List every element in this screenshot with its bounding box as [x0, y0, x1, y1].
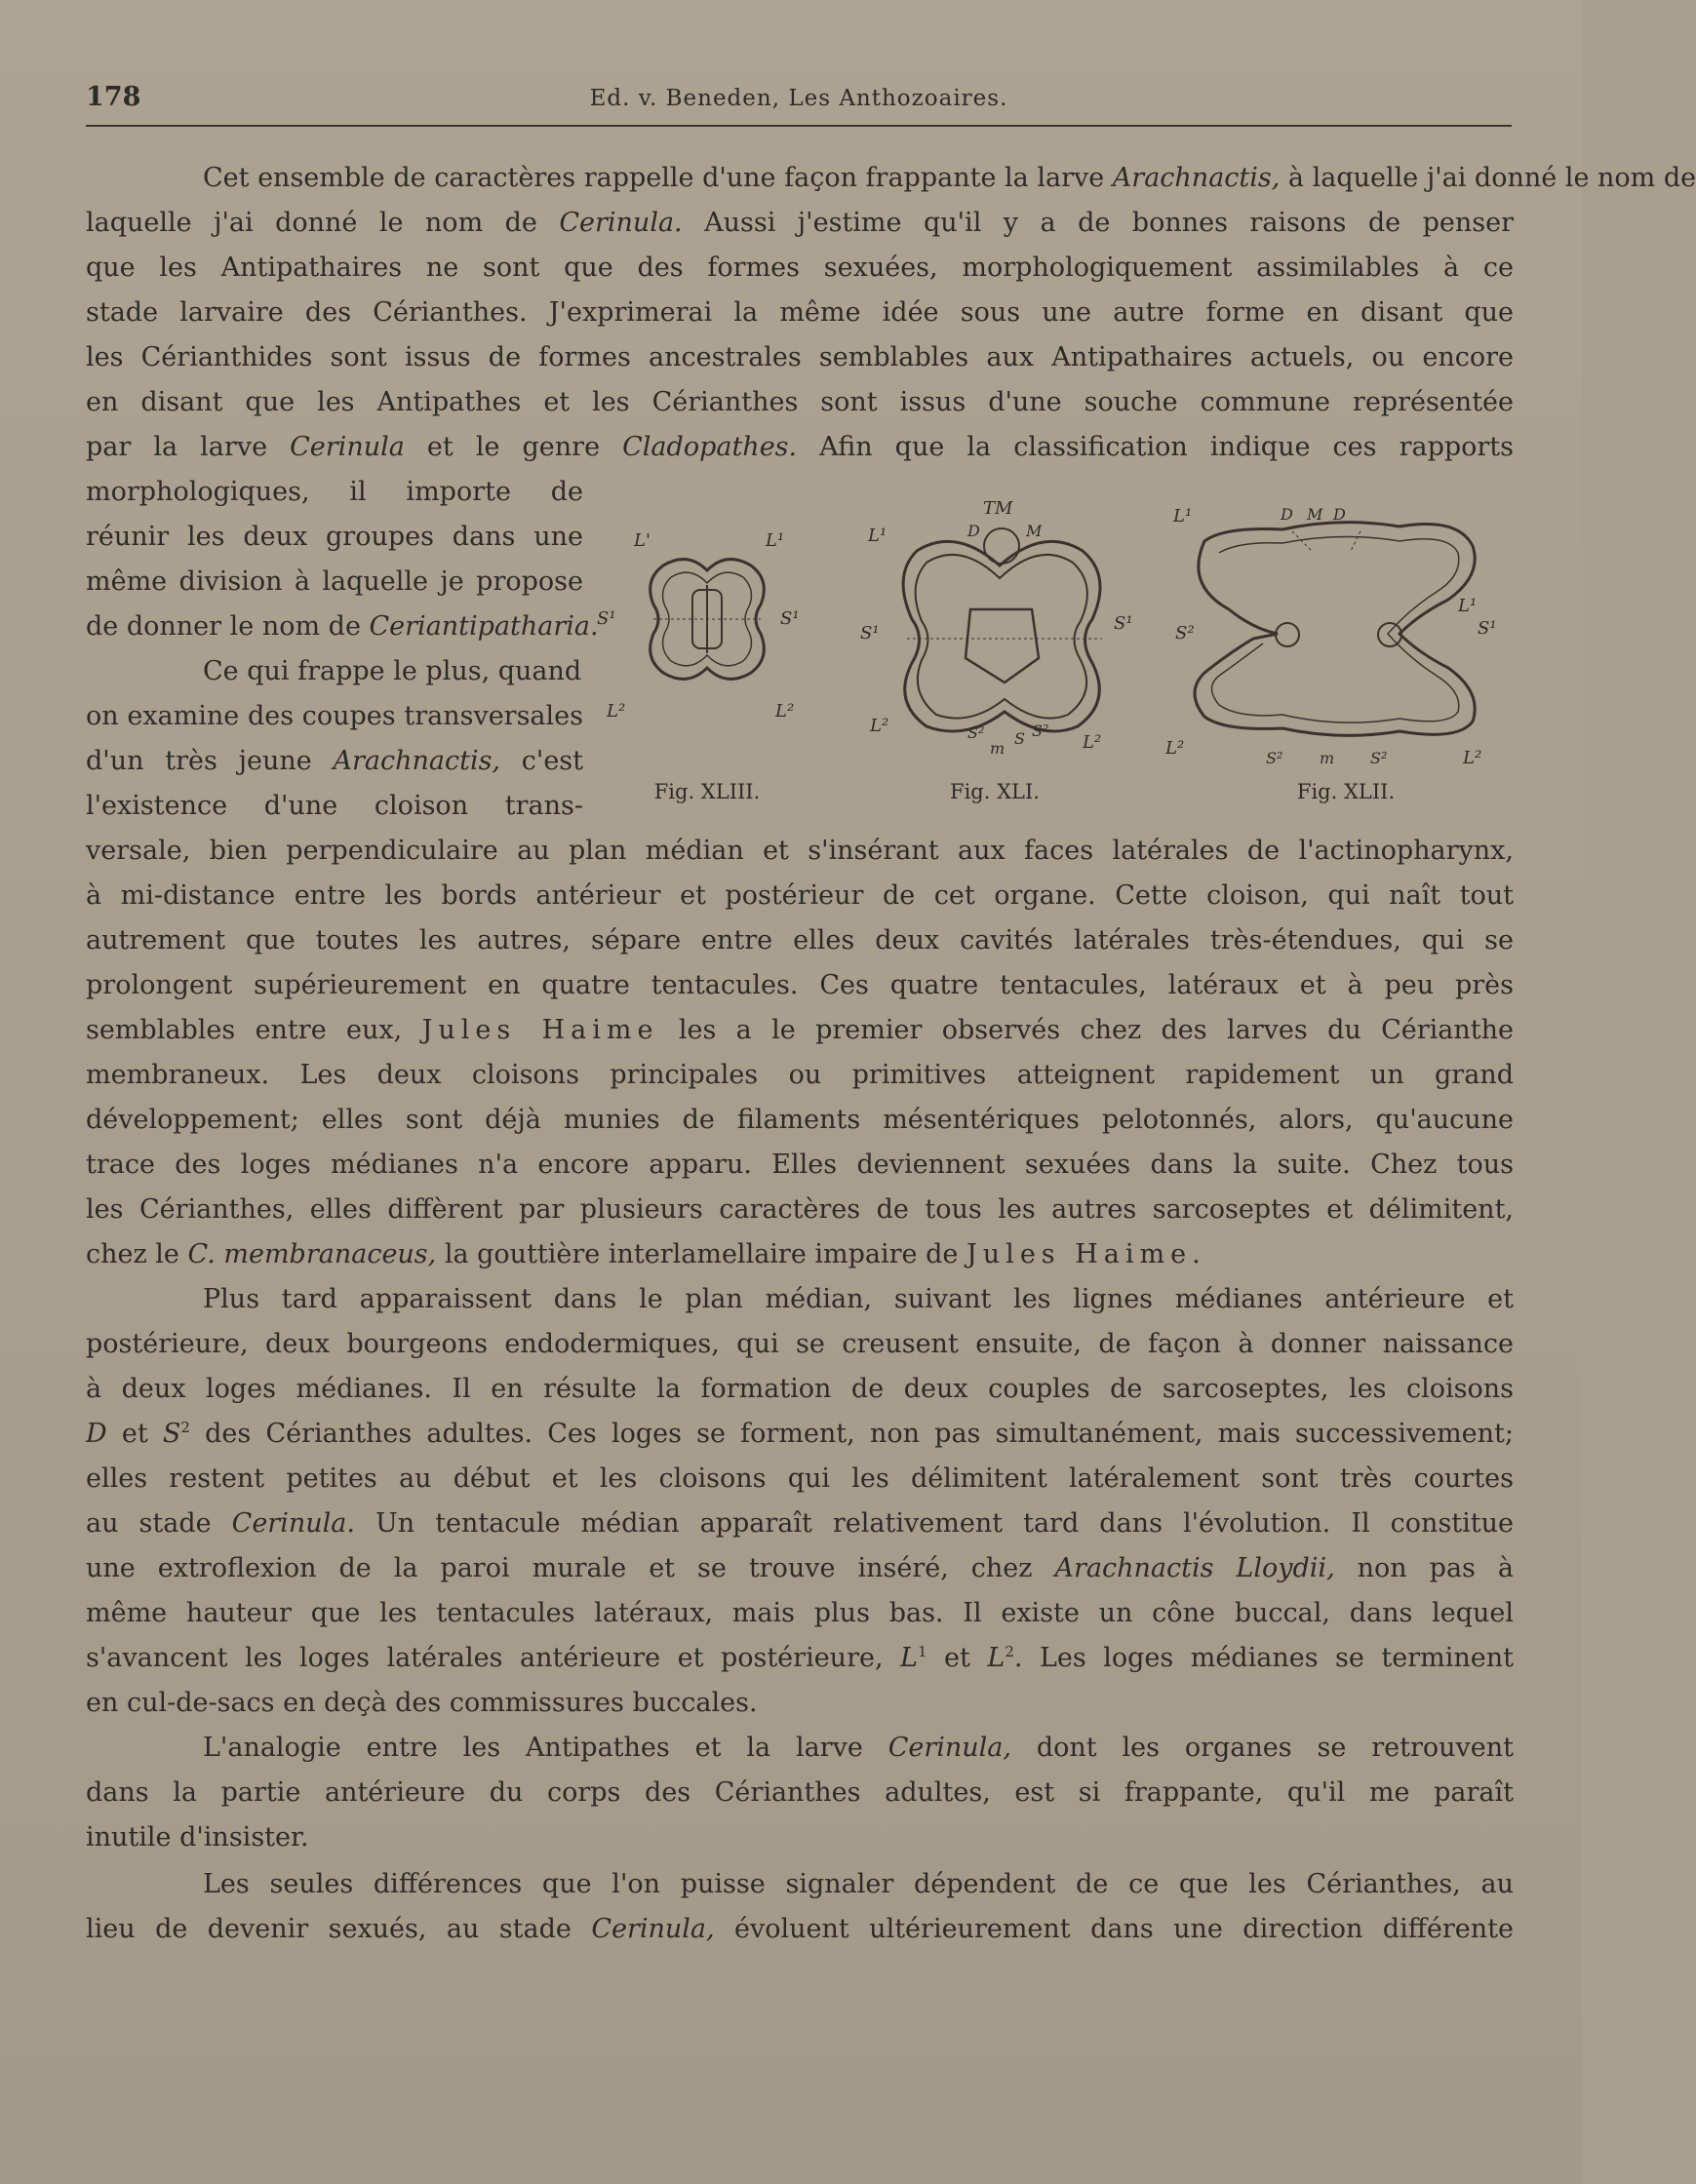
fig41-label-tm: TM: [983, 498, 1013, 519]
narrow-column: morphologiques, il importe de réunir les deux groupes dans une même division à laquelle je propose de donner le nom de Ceriantipatharia. Ce qui frappe le plus, quand on examine des coupes transversales d'un très jeune Arachnactis, c'est l'existence d'une cloison trans-: [86, 477, 599, 821]
figure-xliii: [595, 526, 819, 735]
fig41-label-m: M: [1026, 522, 1043, 540]
fig43-label-mr: S¹: [780, 608, 800, 629]
fig42-label-s2a: S²: [1266, 749, 1283, 767]
fig41-label-mm: m: [990, 739, 1006, 758]
page-number: 178: [86, 82, 141, 112]
fig41-caption: Fig. XLI.: [950, 780, 1040, 803]
fig41-label-s2a: S²: [967, 723, 985, 742]
fig42-caption: Fig. XLII.: [1296, 780, 1396, 803]
fig41-label-s2b: S: [1014, 729, 1025, 748]
fig42-label-d1: D: [1281, 505, 1293, 524]
fig42-label-l2r: L²: [1463, 748, 1482, 768]
paragraph-4: L'analogie entre les Antipathes et la larve Cerinula, dont les organes se retrouvent dans la partie antérieure du corps des Cérianthes adultes, est si frappante, qu'il me paraît inutile d'insister.: [86, 1733, 1514, 1852]
fig43-label-br: L²: [775, 701, 795, 722]
paragraph-3: Plus tard apparaissent dans le plan médian, suivant les lignes médianes antérieure et postérieure, deux bourgeons endodermiques, qui se creusent ensuite, de façon à donner naissance à deux loges médianes. Il en résulte la formation de deux couples de sarcoseptes, les cloisons D et $S^2$ des Cérianthes adultes. Ces loges se forment, non pas simultanément, mais successivement; elles restent petites au début et les cloisons qui les délimitent latéralement sont très courtes au stade Cerinula. Un tentacule médian apparaît relativement tard dans l'évolution. Il constitue une extroflexion de la paroi murale et se trouve inséré, chez Arachnactis Lloydii, non pas à même hauteur que les tentacules latéraux, mais plus bas. Il existe un cône buccal, dans lequel s'avancent les loges latérales antérieure et postérieure, $L^1$ et $L^2$. Les loges médianes se terminent en cul-de-sacs en deçà des commissures buccales.: [86, 1284, 1515, 1718]
fig41-label-l2r: L²: [1083, 732, 1102, 753]
fig42-label-s2b: S²: [1370, 749, 1388, 767]
paragraph-1: [86, 156, 1696, 201]
fig42-label-d2: D: [1333, 505, 1346, 524]
fig42-label-s2l: S²: [1175, 623, 1195, 644]
figure-xlii: [1165, 492, 1517, 769]
fig42-label-l1: L¹: [1173, 506, 1193, 526]
fig42-label-mm: m: [1320, 749, 1335, 767]
text-line: Cet ensemble de caractères rappelle d'une façon frappante la larve Arachnactis, à laquelle j'ai donné le nom de: [203, 163, 1696, 193]
paragraph-2: versale, bien perpendiculaire au plan médian et s'insérant aux faces latérales de l'actinopharynx, à mi-distance entre les bords antérieur et postérieur de cet organe. Cette cloison, qui naît tout autrement que toutes les autres, sépare entre elles deux cavités latérales très-étendues, qui se prolongent supérieurement en quatre tentacules. Ces quatre tentacules, latéraux et à peu près semblables entre eux, Jules Haime les a le premier observés chez des larves du Cérianthe membraneux. Les deux cloisons principales ou primitives atteignent rapidement un grand développement; elles sont déjà munies de filaments mésentériques pelotonnés, alors, qu'aucune trace des loges médianes n'a encore apparu. Elles deviennent sexuées dans la suite. Chez tous les Cérianthes, elles diffèrent par plusieurs caractères de tous les autres sarcoseptes et délimitent, chez le C. membranaceus, la gouttière interlamellaire impaire de Jules Haime.: [86, 836, 1514, 1269]
fig43-caption: Fig. XLIII.: [653, 780, 761, 803]
fig43-label-ml: S¹: [597, 608, 616, 629]
running-header: [86, 82, 1512, 121]
paragraph-1-cont: laquelle j'ai donné le nom de Cerinula. Aussi j'estime qu'il y a de bonnes raisons de penser que les Antipathaires ne sont que des formes sexuées, morphologiquement assimilables à ce stade larvaire des Cérianthes. J'exprimerai la même idée sous une autre forme en disant que les Cérianthides sont issus de formes ancestrales semblables aux Antipathaires actuels, ou encore en disant que les Antipathes et les Cérianthes sont issus d'une souche commune représentée par la larve Cerinula et le genre Cladopathes. Afin que la classification indique ces rapports: [86, 208, 1515, 462]
fig43-label-tl: L': [634, 530, 651, 551]
fig43-label-tr: L¹: [766, 530, 785, 551]
fig41-label-l2l: L²: [870, 716, 889, 736]
fig43-label-bl: L²: [607, 701, 626, 722]
fig41-label-d: D: [967, 522, 980, 540]
fig41-label-s2c: S²: [1032, 722, 1049, 740]
fig42-label-l1r: L¹: [1458, 596, 1478, 616]
fig42-label-l2l: L²: [1165, 738, 1185, 759]
figure-xli: [858, 492, 1151, 760]
fig41-label-l1: L¹: [868, 526, 887, 546]
running-title: Ed. v. Beneden, Les Anthozoaires.: [589, 86, 1008, 111]
fig42-label-m: M: [1307, 505, 1323, 524]
header-rule: [86, 125, 1512, 127]
fig41-label-s1l: S¹: [860, 623, 880, 644]
fig41-label-s1r: S¹: [1114, 613, 1133, 634]
fig42-label-s1r: S¹: [1478, 618, 1497, 639]
paragraph-5: Les seules différences que l'on puisse signaler dépendent de ce que les Cérianthes, au lieu de devenir sexués, au stade Cerinula, évoluent ultérieurement dans une direction différente: [86, 1869, 1514, 1944]
